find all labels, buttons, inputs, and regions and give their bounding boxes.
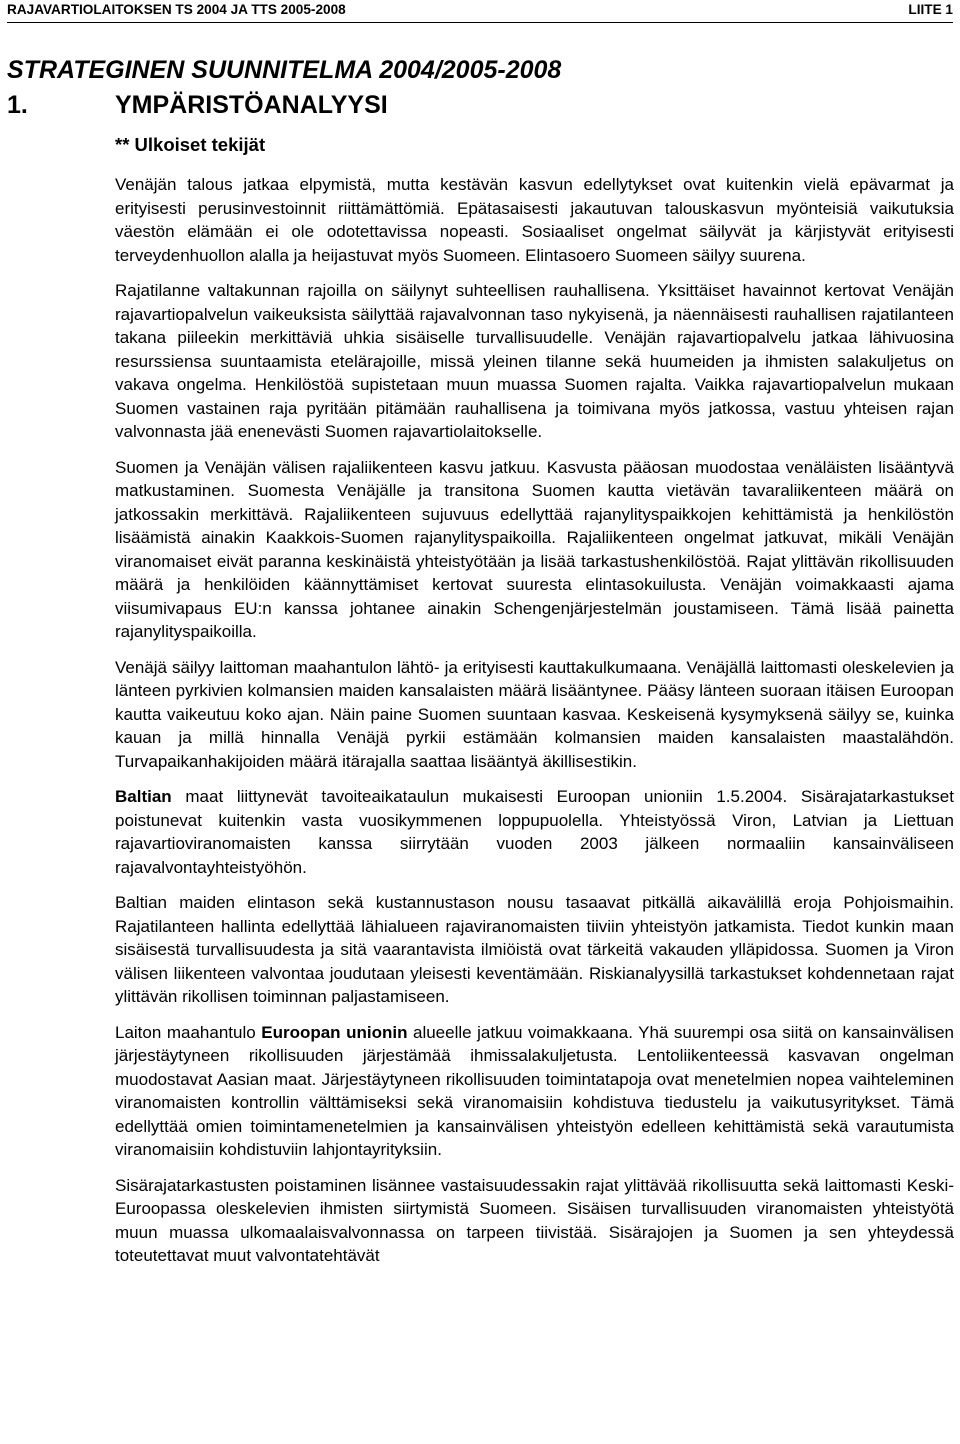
header-document-id: RAJAVARTIOLAITOKSEN TS 2004 JA TTS 2005-2008 [7,2,346,17]
paragraph: Venäjän talous jatkaa elpymistä, mutta kestävän kasvun edellytykset ovat kuitenkin vielä epävarmat ja erityisesti perusinvestoinnit riittämättömiä. Epätasaisesti jakautuvan talouskasvun myönteisiä vaikutuksia väestön elämään ei ole odotettavissa nopeasti. Sosiaaliset ongelmat säilyvät ja kärjistyvät erityisesti terveydenhuollon alalla ja heijastuvat myös Suomeen. Elintasoero Suomeen säilyy suurena. [115,175,954,265]
section-heading [7,91,388,120]
header-appendix-label: LIITE 1 [908,2,953,17]
page-header [7,0,953,23]
paragraph: Baltian maat liittynevät tavoiteaikataulun mukaisesti Euroopan unioniin 1.5.2004. Sisärajatarkastukset poistunevat kuitenkin vasta vuosikymmenen loppupuolella. Yhteistyössä Viron, Latvian ja Liettuan rajavartioviranomaisten kanssa siirrytään vuoden 2003 jälkeen normaaliin kansainväliseen rajavalvontayhteistyöhön. [115,787,954,877]
section-title: YMPÄRISTÖANALYYSI [115,91,388,119]
paragraph: Sisärajatarkastusten poistaminen lisännee vastaisuudessakin rajat ylittävää rikollisuutta sekä laittomasti Keski-Euroopassa oleskelevien ihmisten siirtymistä Suomeen. Sisäisen turvallisuuden viranomaisten yhteistyötä muun muassa ulkomaalaisvalvonnassa on tarpeen tiivistää. Sisärajojen ja Suomen ja sen yhteydessä toteutettavat muut valvontatehtävät [115,1175,954,1265]
section-number: 1. [7,91,28,119]
paragraph: Suomen ja Venäjän välisen rajaliikenteen kasvu jatkuu. Kasvusta pääosan muodostaa venäläisten lisääntyvä matkustaminen. Suomesta Venäjälle ja transitona Suomen kautta vietävän tavaraliikenteen määrä on jatkossakin merkittävä. Rajaliikenteen sujuvuus edellyttää rajanylityspaikkojen kehittämistä ja henkilöstön lisäämistä ainakin Kaakkois-Suomen rajanylityspaikoilla. Rajaliikenteen ongelmat jatkuvat, mikäli Venäjän viranomaiset eivät paranna keskinäistä yhteistyötään ja lisää tarkastushenkilöstöä. Rajat ylittävän rikollisuuden määrä ja henkilöiden käännyttämiset kertovat suuresta elintasokuilusta. Venäjän voimakkaasti ajama viisumivapaus EU:n kanssa johtanee ainakin Schengenjärjestelmän joustamiseen. Tämä lisää painetta rajanylityspaikoilla. [115,457,954,641]
subheading-external-factors: ** Ulkoiset tekijät [115,134,266,155]
paragraph: Baltian maiden elintason sekä kustannustason nousu tasaavat pitkällä aikavälillä eroja Pohjoismaihin. Rajatilanteen hallinta edellyttää lähialueen rajaviranomaisten tiiviin yhteistyön jatkamista. Tiedot kunkin maan sisäisestä turvallisuudesta ja sitä vaarantavista ilmiöistä ovat tärkeitä vakauden ylläpidossa. Suomen ja Viron välisen liikenteen valvontaa joudutaan yleisesti keventämään. Riskianalyysillä tarkastukset kohdennetaan rajat ylittävän rikollisen toiminnan paljastamiseen. [115,893,954,1006]
document-title: STRATEGINEN SUUNNITELMA 2004/2005-2008 [7,56,562,84]
emphasis-eu: Euroopan unionin [261,1022,408,1042]
paragraph: Rajatilanne valtakunnan rajoilla on säilynyt suhteellisen rauhallisena. Yksittäiset havainnot kertovat Venäjän rajavartiopalvelun vaikeuksista säilyttää rajavalvonnan taso nykyisenä, ja näennäisesti rauhallisen rajatilanteen takana piileekin merkittäviä uhkia sisäiselle turvallisuudelle. Venäjän rajavartiopalvelu jatkaa lähivuosina resurssiensa suuntaamista etelärajoille, missä yleinen tilanne sekä huumeiden ja ihmisten salakuljetus on vakava ongelma. Henkilöstöä supistetaan muun muassa Suomen rajalta. Vaikka rajavartiopalvelun mukaan Suomen vastainen raja pyritään pitämään rauhallisena ja toimivana myös jatkossa, vastuu yhteisen rajan valvonnasta jää enenevästi Suomen rajavartiolaitokselle. [115,281,954,441]
paragraph: Laiton maahantulo Euroopan unionin alueelle jatkuu voimakkaana. Yhä suurempi osa siitä on kansainvälisen järjestäytyneen rikollisuuden järjestämää ihmissalakuljetusta. Lentoliikenteessä kasvavan ongelman muodostavat Aasian maat. Järjestäytyneen rikollisuuden toimintatapoja ovat menetelmien nopea vaihteleminen viranomaisten kontrollin välttämiseksi sekä viranomaisiin kohdistuva tiedustelu ja vaikutusyritykset. Tämä edellyttää omien toimintamenetelmien ja kansainvälisen yhteistyön edelleen kehittämistä sekä varautumista viranomaisiin kohdistuviin lahjontayrityksiin. [115,1022,955,1159]
paragraph: Venäjä säilyy laittoman maahantulon lähtö- ja erityisesti kauttakulkumaana. Venäjällä laittomasti oleskelevien ja länteen pyrkivien kolmansien maiden kansalaisten määrä lisääntynee. Pääsy länteen suoraan itäisen Euroopan kautta vaikeutuu koko ajan. Näin paine Suomen suuntaan kasvaa. Keskeisenä kysymyksenä säilyy se, kuinka kauan ja millä hinnalla Venäjä pyrkii estämään kolmansien maiden kansalaisten maastalähdön. Turvapaikanhakijoiden määrä itärajalla saattaa lisääntyä äkillisestikin. [115,657,954,771]
emphasis-baltia: Baltian [115,787,172,806]
document-body [115,173,954,1280]
